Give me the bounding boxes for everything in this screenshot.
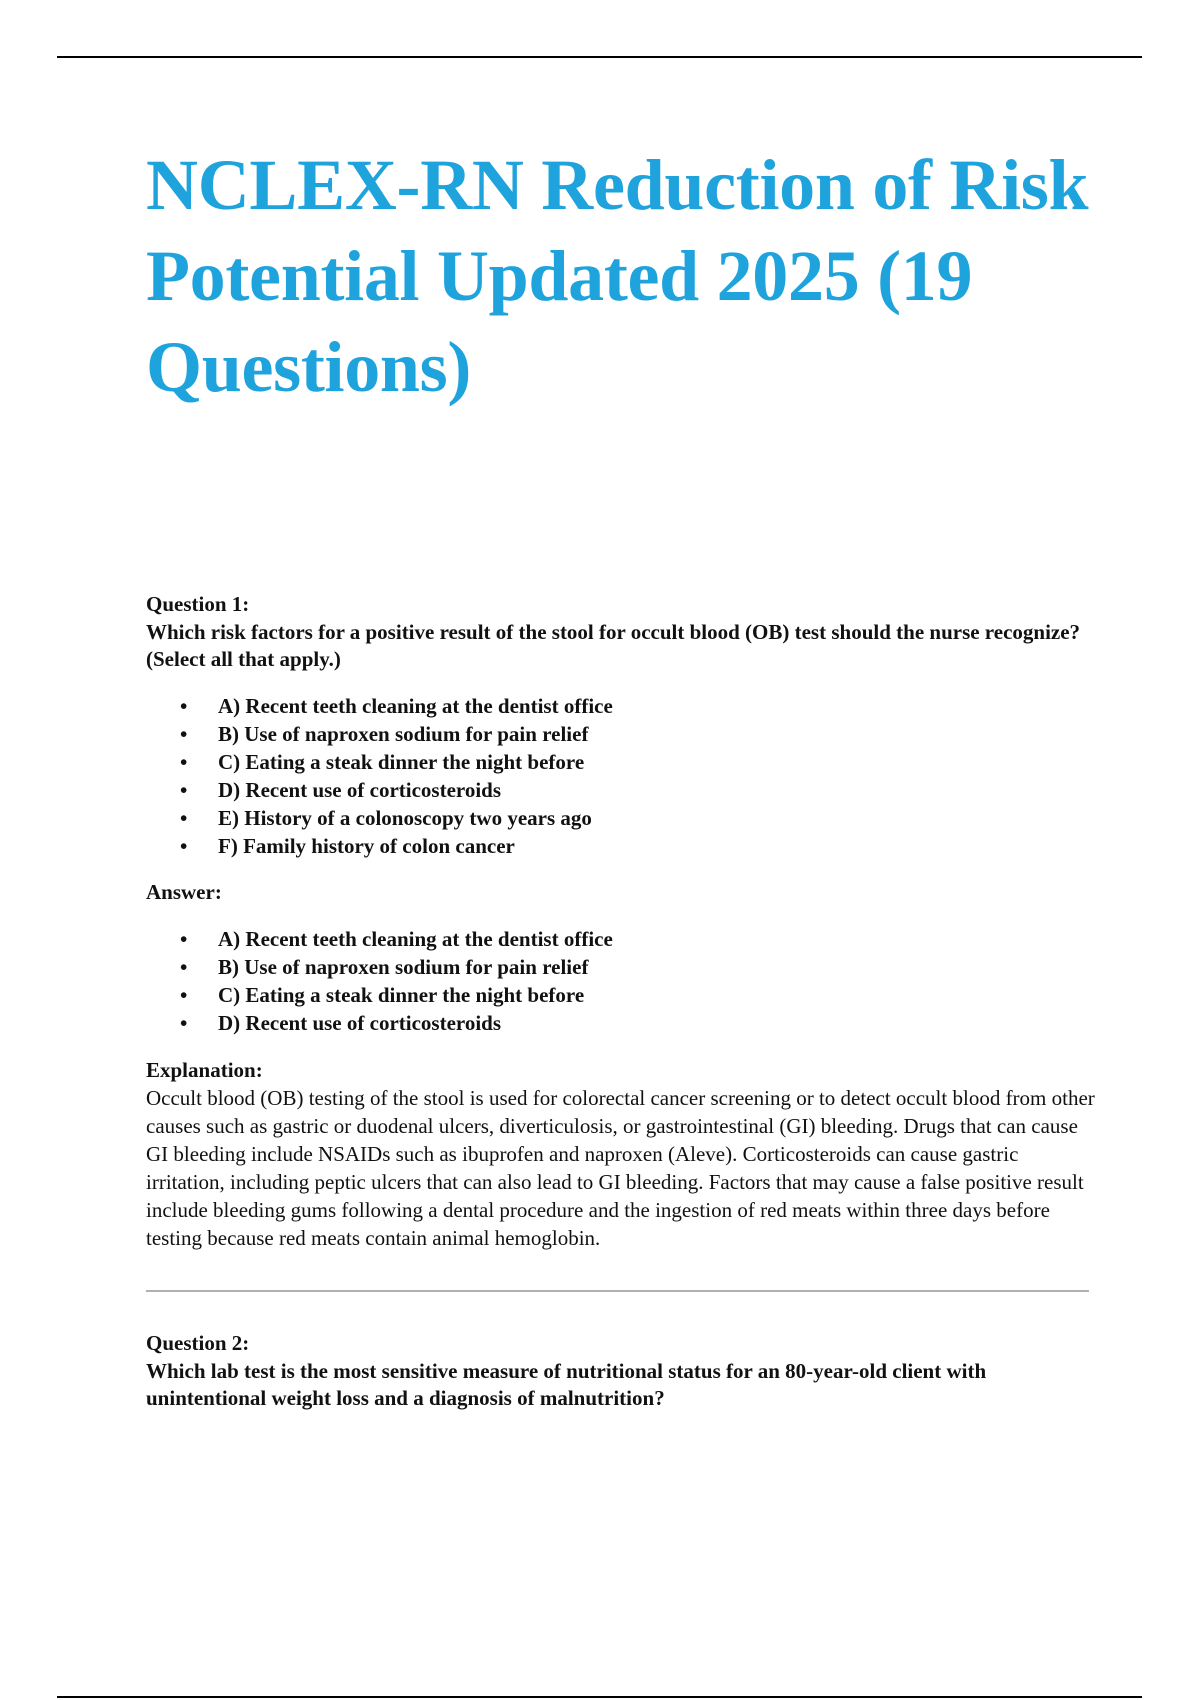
option-item: [146, 804, 1096, 832]
bullet-icon: •: [180, 1011, 188, 1035]
bullet-icon: •: [180, 722, 188, 746]
bullet-icon: •: [180, 927, 188, 951]
bullet-icon: •: [180, 778, 188, 802]
question-separator: [146, 1290, 1089, 1292]
answer-item: [146, 1009, 1096, 1037]
question-text: Which risk factors for a positive result of the stool for occult blood (OB) test should the nurse recognize? (Select all that apply.): [146, 620, 1081, 671]
answer-text: D) Recent use of corticosteroids: [218, 1011, 502, 1035]
question-label: Question 1:: [146, 592, 250, 616]
option-item: [146, 692, 1096, 720]
document-body: [146, 140, 1096, 1412]
option-text: F) Family history of colon cancer: [218, 834, 515, 858]
explanation-text: Occult blood (OB) testing of the stool is used for colorectal cancer screening or to detect occult blood from other causes such as gastric or duodenal ulcers, diverticulosis, or gastrointestinal (GI) bleeding. Drugs that can cause GI bleeding include NSAIDs such as ibuprofen and naproxen (Aleve). Corticosteroids can cause gastric irritation, including peptic ulcers that can also lead to GI bleeding. Factors that may cause a false positive result include bleeding gums following a dental procedure and the ingestion of red meats within three days before testing because red meats contain animal hemoglobin.: [146, 1086, 1095, 1250]
question-text: Which lab test is the most sensitive measure of nutritional status for an 80-year-old client with unintentional weight loss and a diagnosis of malnutrition?: [146, 1359, 987, 1410]
page-top-rule: [57, 56, 1142, 58]
option-item: [146, 748, 1096, 776]
bullet-icon: •: [180, 694, 188, 718]
bullet-icon: •: [180, 750, 188, 774]
bullet-icon: •: [180, 806, 188, 830]
option-text: A) Recent teeth cleaning at the dentist office: [218, 694, 613, 718]
explanation-label: Explanation:: [146, 1058, 263, 1082]
answer-text: C) Eating a steak dinner the night before: [218, 983, 585, 1007]
bullet-icon: •: [180, 955, 188, 979]
page-bottom-rule: [57, 1696, 1142, 1698]
option-item: [146, 776, 1096, 804]
bullet-icon: •: [180, 834, 188, 858]
document-title: NCLEX-RN Reduction of Risk Potential Updated 2025 (19 Questions): [146, 145, 1089, 407]
option-item: [146, 832, 1096, 860]
question-1: [146, 591, 1096, 1252]
option-text: C) Eating a steak dinner the night before: [218, 750, 585, 774]
option-text: E) History of a colonoscopy two years ago: [218, 806, 592, 830]
answer-list: [146, 925, 1096, 1037]
option-text: B) Use of naproxen sodium for pain relief: [218, 722, 589, 746]
question-2: [146, 1330, 1096, 1412]
answer-text: A) Recent teeth cleaning at the dentist office: [218, 927, 613, 951]
answer-item: [146, 981, 1096, 1009]
answer-item: [146, 925, 1096, 953]
option-text: D) Recent use of corticosteroids: [218, 778, 502, 802]
answer-text: B) Use of naproxen sodium for pain relief: [218, 955, 589, 979]
answer-label: Answer:: [146, 880, 222, 904]
question-label: Question 2:: [146, 1331, 250, 1355]
answer-item: [146, 953, 1096, 981]
option-item: [146, 720, 1096, 748]
option-list: [146, 692, 1096, 860]
bullet-icon: •: [180, 983, 188, 1007]
